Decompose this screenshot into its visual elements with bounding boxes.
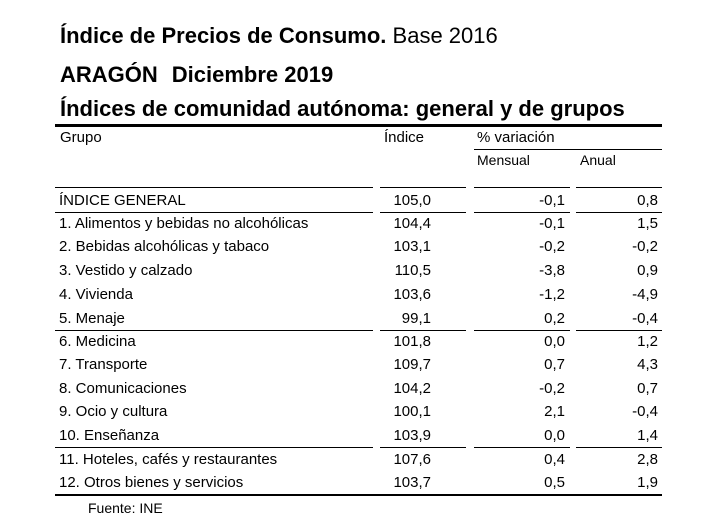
row-rule-after-menaje-anu bbox=[576, 330, 662, 331]
table-row: ÍNDICE GENERAL 105,0 -0,1 0,8 bbox=[59, 192, 658, 209]
row-rule-after-general-men bbox=[474, 212, 570, 213]
table-row: 5. Menaje 99,1 0,2 -0,4 bbox=[59, 310, 658, 327]
header-indice: Índice bbox=[384, 129, 425, 146]
source-note: Fuente: INE bbox=[88, 500, 163, 516]
table-row: 8. Comunicaciones 104,2 -0,2 0,7 bbox=[59, 380, 658, 397]
variacion-underline bbox=[474, 149, 662, 150]
table-bottom-rule bbox=[55, 494, 662, 496]
row-rule-after-ensenanza bbox=[55, 447, 373, 448]
report-region-period bbox=[60, 61, 333, 89]
row-rule-after-general bbox=[55, 212, 373, 213]
table-row: 12. Otros bienes y servicios 103,7 0,5 1,9 bbox=[59, 474, 658, 491]
table-row: 3. Vestido y calzado 110,5 -3,8 0,9 bbox=[59, 262, 658, 279]
region-label: ARAGÓN bbox=[60, 62, 158, 87]
header-rule-grupo bbox=[55, 187, 373, 188]
row-rule-after-ensenanza-idx bbox=[380, 447, 466, 448]
header-mensual: Mensual bbox=[477, 152, 530, 168]
table-row: 11. Hoteles, cafés y restaurantes 107,6 0,4 2,8 bbox=[59, 451, 658, 468]
report-subtitle: Índices de comunidad autónoma: general y de grupos bbox=[60, 96, 625, 121]
header-anual: Anual bbox=[580, 152, 616, 168]
row-rule-after-ensenanza-men bbox=[474, 447, 570, 448]
table-row: 6. Medicina 101,8 0,0 1,2 bbox=[59, 333, 658, 350]
header-grupo: Grupo bbox=[60, 129, 102, 146]
table-row: 9. Ocio y cultura 100,1 2,1 -0,4 bbox=[59, 403, 658, 420]
header-rule-mensual bbox=[474, 187, 570, 188]
header-rule-indice bbox=[380, 187, 466, 188]
table-top-rule bbox=[55, 124, 662, 127]
row-rule-after-menaje bbox=[55, 330, 373, 331]
table-row: 2. Bebidas alcohólicas y tabaco 103,1 -0,2 -0,2 bbox=[59, 238, 658, 255]
row-rule-after-general-idx bbox=[380, 212, 466, 213]
row-rule-after-menaje-idx bbox=[380, 330, 466, 331]
report-title: Índice de Precios de Consumo. Base 2016 bbox=[60, 23, 498, 48]
header-rule-anual bbox=[576, 187, 662, 188]
row-rule-after-menaje-men bbox=[474, 330, 570, 331]
table-row: 10. Enseñanza 103,9 0,0 1,4 bbox=[59, 427, 658, 444]
row-rule-after-ensenanza-anu bbox=[576, 447, 662, 448]
table-row: 7. Transporte 109,7 0,7 4,3 bbox=[59, 356, 658, 373]
period-label: Diciembre 2019 bbox=[171, 62, 334, 87]
table-row: 1. Alimentos y bebidas no alcohólicas 104,4 -0,1 1,5 bbox=[59, 215, 658, 232]
header-variacion: % variación bbox=[477, 129, 555, 146]
table-row: 4. Vivienda 103,6 -1,2 -4,9 bbox=[59, 286, 658, 303]
row-rule-after-general-anu bbox=[576, 212, 662, 213]
